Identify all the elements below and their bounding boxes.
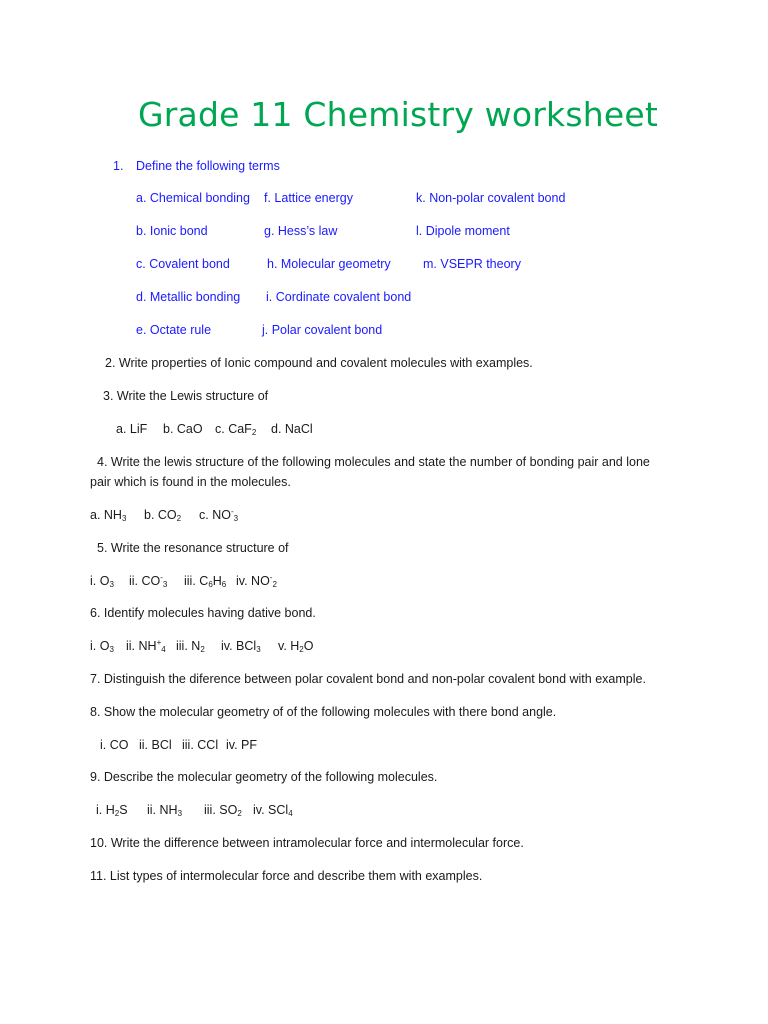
q5-formula: iii. C bbox=[184, 574, 209, 588]
subscript: 2 bbox=[299, 645, 304, 654]
q3-item: b. CaO bbox=[163, 422, 203, 436]
q6-formula: O bbox=[303, 639, 314, 653]
term: f. Lattice energy bbox=[264, 191, 353, 205]
subscript: 2 bbox=[114, 809, 120, 818]
q4-item bbox=[144, 509, 181, 522]
superscript: - bbox=[269, 573, 273, 582]
question-4-line1: 4. Write the lewis structure of the following molecules and state the number of bonding pair and lone bbox=[97, 455, 650, 469]
superscript: - bbox=[160, 573, 163, 582]
q6-item bbox=[90, 640, 114, 653]
subscript: 3 bbox=[121, 514, 127, 523]
q5-formula: i. O bbox=[90, 574, 110, 588]
q6-item bbox=[126, 640, 166, 653]
subscript: 3 bbox=[177, 809, 183, 818]
q5-item bbox=[129, 575, 167, 588]
q6-item bbox=[221, 640, 261, 653]
q5-item bbox=[90, 575, 114, 588]
subscript: 4 bbox=[161, 645, 166, 654]
subscript: 2 bbox=[251, 428, 257, 437]
page-title: Grade 11 Chemistry worksheet bbox=[138, 95, 658, 134]
subscript: 2 bbox=[237, 809, 242, 818]
q3-formula: c. CaF bbox=[215, 422, 252, 436]
q5-formula: iv. NO bbox=[236, 574, 270, 588]
q4-formula: b. CO bbox=[144, 508, 177, 522]
subscript: 2 bbox=[272, 580, 277, 589]
subscript: 3 bbox=[162, 580, 168, 589]
term: e. Octate rule bbox=[136, 323, 212, 337]
question-7: 7. Distinguish the diference between polar covalent bond and non-polar covalent bond with example. bbox=[90, 672, 646, 686]
question-4-line2: pair which is found in the molecules. bbox=[90, 475, 291, 489]
q9-formula: i. H bbox=[96, 803, 115, 817]
question-6: 6. Identify molecules having dative bond. bbox=[90, 606, 316, 620]
superscript: + bbox=[156, 638, 162, 647]
term: b. Ionic bond bbox=[136, 224, 208, 238]
q9-formula: iii. SO bbox=[204, 803, 238, 817]
q9-formula: ii. NH bbox=[147, 803, 178, 817]
term: k. Non-polar covalent bond bbox=[416, 191, 566, 205]
term: i. Cordinate covalent bond bbox=[266, 290, 412, 304]
q4-formula: a. NH bbox=[90, 508, 122, 522]
question-11: 11. List types of intermolecular force and describe them with examples. bbox=[90, 869, 483, 883]
q9-formula: S bbox=[119, 803, 128, 817]
subscript: 3 bbox=[109, 580, 114, 589]
q5-formula: ii. CO bbox=[129, 574, 161, 588]
question-3: 3. Write the Lewis structure of bbox=[103, 389, 269, 403]
q8-item: iii. CCl bbox=[182, 738, 219, 752]
q6-formula: iii. N bbox=[176, 639, 201, 653]
term: d. Metallic bonding bbox=[136, 290, 241, 304]
q5-item bbox=[236, 575, 277, 588]
q6-item bbox=[278, 640, 313, 653]
subscript: 3 bbox=[256, 645, 261, 654]
question-2: 2. Write properties of Ionic compound and covalent molecules with examples. bbox=[105, 356, 533, 370]
q9-formula: iv. SCl bbox=[253, 803, 289, 817]
subscript: 2 bbox=[200, 645, 205, 654]
q8-item: iv. PF bbox=[226, 738, 258, 752]
q8-item: i. CO bbox=[100, 738, 129, 752]
question-5: 5. Write the resonance structure of bbox=[97, 541, 289, 555]
q6-formula: i. O bbox=[90, 639, 110, 653]
subscript: 4 bbox=[288, 809, 293, 818]
q5-formula: H bbox=[212, 574, 222, 588]
question-8: 8. Show the molecular geometry of of the following molecules with there bond angle. bbox=[90, 705, 557, 719]
q9-item bbox=[253, 804, 293, 817]
q5-item bbox=[184, 575, 226, 588]
q6-formula: v. H bbox=[278, 639, 300, 653]
q4-formula: c. NO bbox=[199, 508, 231, 522]
q4-item bbox=[199, 509, 238, 522]
question-10: 10. Write the difference between intramolecular force and intermolecular force. bbox=[90, 836, 524, 850]
term: l. Dipole moment bbox=[416, 224, 510, 238]
subscript: 3 bbox=[233, 514, 239, 523]
q6-formula: ii. NH bbox=[126, 639, 157, 653]
subscript: 3 bbox=[109, 645, 114, 654]
q4-item bbox=[90, 509, 126, 522]
q9-item bbox=[96, 804, 128, 817]
q1-number: 1. bbox=[113, 159, 124, 173]
q1-prompt: Define the following terms bbox=[136, 159, 280, 173]
term: a. Chemical bonding bbox=[136, 191, 250, 205]
term: h. Molecular geometry bbox=[267, 257, 391, 271]
subscript: 2 bbox=[176, 514, 182, 523]
q3-item: d. NaCl bbox=[271, 422, 313, 436]
term: g. Hess’s law bbox=[264, 224, 338, 238]
term: c. Covalent bond bbox=[136, 257, 230, 271]
subscript: 6 bbox=[208, 580, 213, 589]
subscript: 6 bbox=[221, 580, 227, 589]
q3-item bbox=[215, 423, 256, 436]
q9-item bbox=[204, 804, 242, 817]
superscript: - bbox=[230, 507, 234, 516]
q6-item bbox=[176, 640, 205, 653]
q9-item bbox=[147, 804, 182, 817]
q6-formula: iv. BCl bbox=[221, 639, 257, 653]
term: m. VSEPR theory bbox=[423, 257, 521, 271]
q3-item: a. LiF bbox=[116, 422, 148, 436]
term: j. Polar covalent bond bbox=[262, 323, 383, 337]
question-9: 9. Describe the molecular geometry of the following molecules. bbox=[90, 770, 438, 784]
q8-item: ii. BCl bbox=[139, 738, 172, 752]
